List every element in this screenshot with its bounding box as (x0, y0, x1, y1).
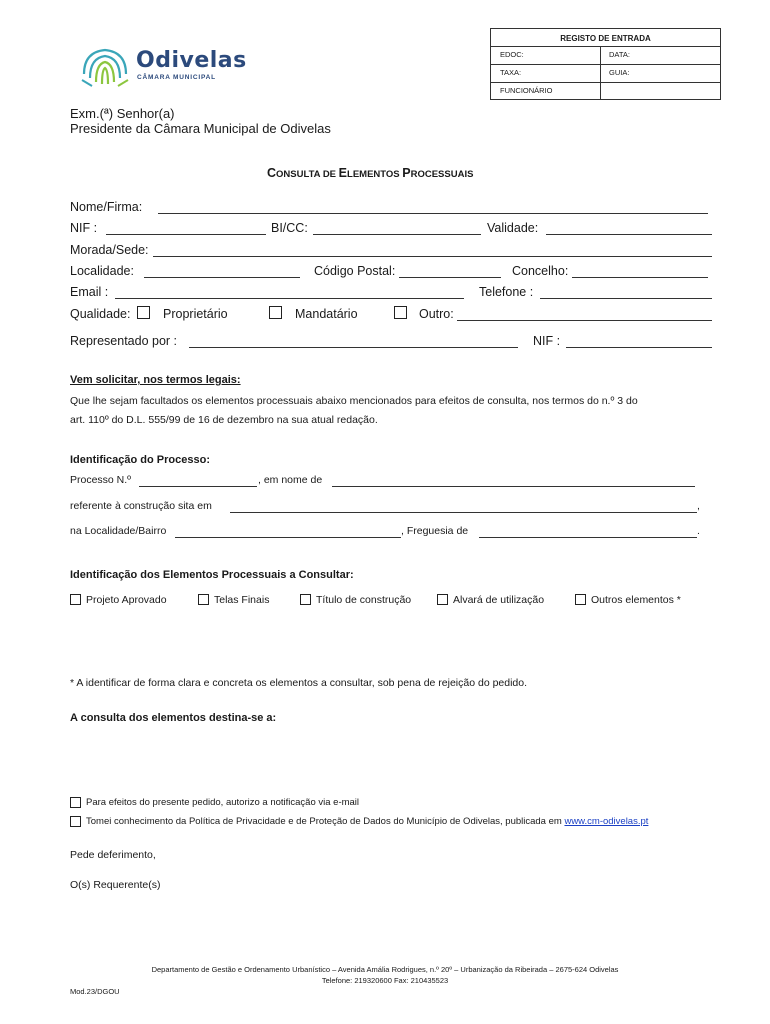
footer-phone: Telefone: 219320600 Fax: 210435523 (321, 976, 449, 985)
form-code: Mod.23/DGOU (70, 987, 120, 996)
taxa-label: TAXA: (500, 68, 522, 77)
requerentes: O(s) Requerente(s) (70, 879, 161, 891)
em-nome-input[interactable] (332, 486, 695, 487)
identification-note: * A identificar de forma clara e concreta os elementos a consultar, sob pena de rejeição do pedido. (70, 677, 528, 689)
localidade-bairro-label: na Localidade/Bairro (70, 525, 167, 537)
proprietario-label: Proprietário (163, 307, 228, 321)
bicc-input[interactable] (313, 234, 481, 235)
outro-input[interactable] (457, 320, 712, 321)
validade-input[interactable] (546, 234, 712, 235)
alvara-utilizacao-label: Alvará de utilização (453, 594, 545, 606)
registo-divider (600, 46, 601, 99)
localidade-input[interactable] (144, 277, 300, 278)
logo-name: Odivelas (136, 48, 247, 73)
telas-finais-checkbox[interactable] (198, 594, 209, 605)
codigo-postal-label: Código Postal: (314, 264, 396, 278)
em-nome-label: , em nome de (258, 474, 323, 486)
nif2-input[interactable] (566, 347, 712, 348)
outros-elementos-label: Outros elementos * (591, 594, 681, 606)
logo-subtitle: CÂMARA MUNICIPAL (137, 74, 216, 81)
titulo-construcao-label: Título de construção (316, 594, 412, 606)
representado-input[interactable] (189, 347, 518, 348)
email-consent-checkbox[interactable] (70, 797, 81, 808)
processo-label: Processo N.º (70, 474, 132, 486)
footer-address: Departamento de Gestão e Ordenamento Urbanístico – Avenida Amália Rodrigues, n.º 20º – Urbanização da Ribeirada – 2675-624 Odivelas (151, 965, 619, 974)
email-label: Email : (70, 285, 109, 299)
referente-comma: , (697, 500, 700, 512)
outro-checkbox[interactable] (394, 306, 407, 319)
referente-label: referente à construção sita em (70, 500, 212, 512)
edoc-label: EDOC: (500, 50, 524, 59)
email-consent-label: Para efeitos do presente pedido, autorizo a notificação via e-mail (86, 797, 360, 808)
processo-input[interactable] (139, 486, 257, 487)
localidade-bairro-input[interactable] (175, 537, 401, 538)
codigo-postal-input[interactable] (399, 277, 501, 278)
title-cap-3: P (402, 166, 411, 180)
projeto-aprovado-checkbox[interactable] (70, 594, 81, 605)
referente-input[interactable] (230, 512, 697, 513)
purpose-heading: A consulta dos elementos destina-se a: (70, 712, 277, 724)
edoc-field[interactable] (491, 46, 600, 64)
nif-input[interactable] (106, 234, 266, 235)
privacy-consent-checkbox[interactable] (70, 816, 81, 827)
title-word-2: LEMENTOS (347, 169, 403, 180)
nome-label: Nome/Firma: (70, 200, 143, 214)
logo (78, 44, 248, 88)
telefone-label: Telefone : (479, 285, 534, 299)
registo-entrada-box (490, 28, 721, 100)
funcionario-value[interactable] (600, 82, 720, 99)
email-input[interactable] (115, 298, 464, 299)
taxa-field[interactable] (491, 64, 600, 82)
data-field[interactable] (600, 46, 720, 64)
mandatario-label: Mandatário (295, 307, 358, 321)
privacy-consent-text (86, 816, 648, 827)
title-cap-2: E (338, 166, 348, 180)
alvara-utilizacao-checkbox[interactable] (437, 594, 448, 605)
funcionario-field[interactable] (491, 82, 600, 99)
bicc-label: BI/CC: (271, 221, 308, 235)
outro-label: Outro: (419, 307, 454, 321)
addressee-line1: Exm.(ª) Senhor(a) (70, 106, 175, 121)
nome-input[interactable] (158, 213, 708, 214)
elements-heading: Identificação dos Elementos Processuais a Consultar: (70, 569, 354, 581)
pede-deferimento: Pede deferimento, (70, 849, 156, 861)
freguesia-label: , Freguesia de (401, 525, 469, 537)
mandatario-checkbox[interactable] (269, 306, 282, 319)
concelho-label: Concelho: (512, 264, 569, 278)
guia-field[interactable] (600, 64, 720, 82)
freguesia-dot: . (697, 525, 700, 537)
privacy-consent-label: Tomei conhecimento da Política de Privacidade e de Proteção de Dados do Município de Odivelas, publicada em (86, 816, 562, 827)
funcionario-label: FUNCIONÁRIO (500, 86, 553, 95)
morada-input[interactable] (153, 256, 712, 257)
nif-label: NIF : (70, 221, 98, 235)
privacy-link[interactable]: www.cm-odivelas.pt (564, 816, 649, 827)
outros-elementos-checkbox[interactable] (575, 594, 586, 605)
request-paragraph-1: Que lhe sejam facultados os elementos processuais abaixo mencionados para efeitos de consulta, nos termos do n.º 3 do (70, 395, 638, 407)
representado-label: Representado por : (70, 334, 178, 348)
localidade-label: Localidade: (70, 264, 134, 278)
telefone-input[interactable] (540, 298, 712, 299)
concelho-input[interactable] (572, 277, 708, 278)
addressee-line2: Presidente da Câmara Municipal de Odivelas (70, 121, 331, 136)
morada-label: Morada/Sede: (70, 243, 149, 257)
validade-label: Validade: (487, 221, 539, 235)
registo-title: REGISTO DE ENTRADA (560, 34, 651, 43)
title-word-3: ROCESSUAIS (410, 169, 474, 180)
title-word-1: ONSULTA DE (276, 169, 339, 180)
titulo-construcao-checkbox[interactable] (300, 594, 311, 605)
title-cap-1: C (267, 166, 277, 180)
qualidade-label: Qualidade: (70, 307, 131, 321)
data-label: DATA: (609, 50, 630, 59)
freguesia-input[interactable] (479, 537, 697, 538)
process-heading: Identificação do Processo: (70, 454, 210, 466)
proprietario-checkbox[interactable] (137, 306, 150, 319)
guia-label: GUIA: (609, 68, 630, 77)
odivelas-logo-icon (78, 44, 132, 88)
nif2-label: NIF : (533, 334, 561, 348)
telas-finais-label: Telas Finais (214, 594, 270, 606)
request-heading: Vem solicitar, nos termos legais: (70, 374, 241, 386)
page-title (267, 164, 473, 182)
projeto-aprovado-label: Projeto Aprovado (86, 594, 167, 606)
request-paragraph-2: art. 110º do D.L. 555/99 de 16 de dezembro na sua atual redação. (70, 414, 378, 426)
